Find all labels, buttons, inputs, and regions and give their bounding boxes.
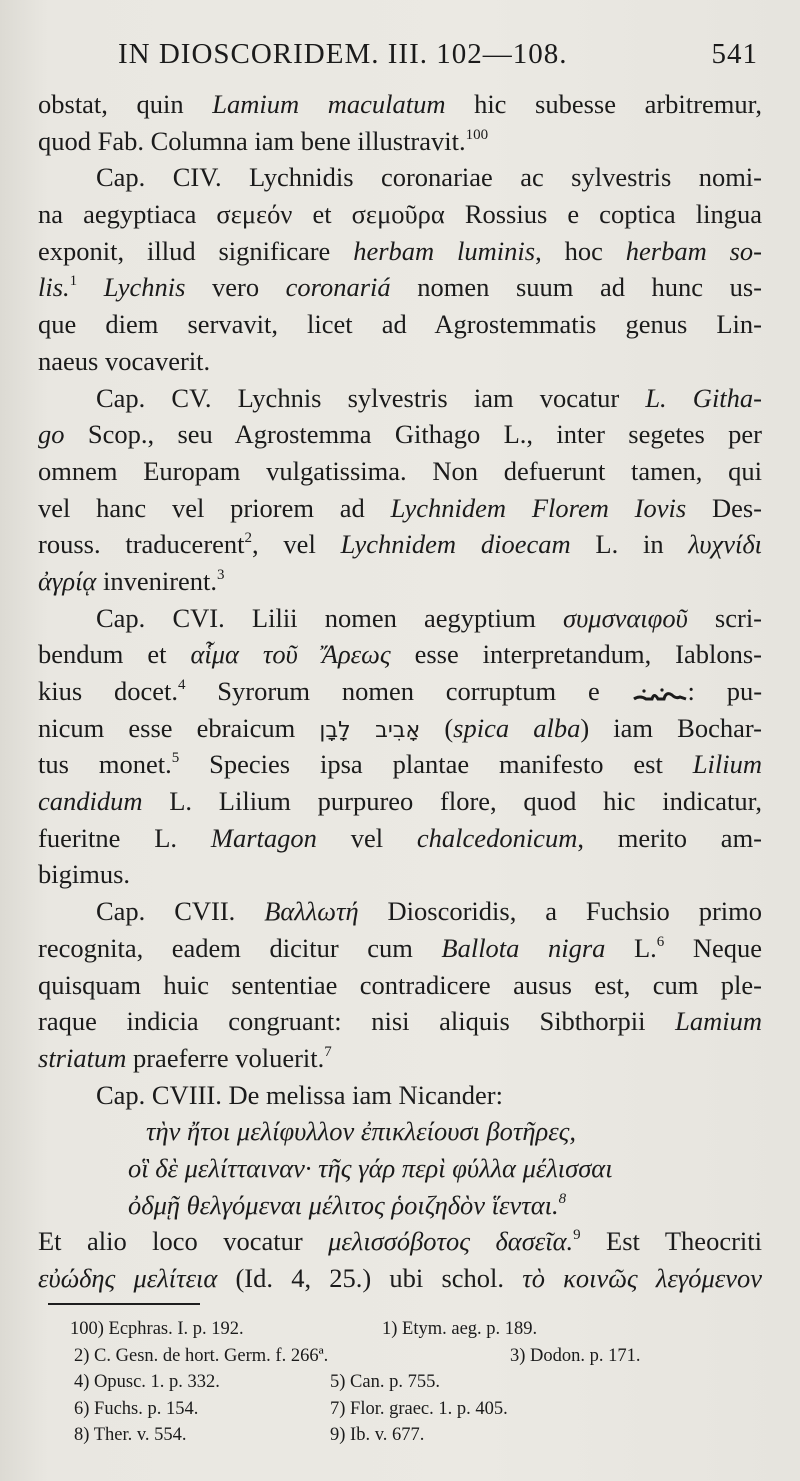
text-line: striatum praeferre voluerit.$^7$ [38,1042,332,1073]
text-line: candidum L. Lilium purpureo flore, quod hic indicatur, [38,786,762,817]
text-line: Cap. CV. Lychnis sylvestris iam vocatur L. Githa- [96,382,762,413]
footnote-ref: 100 [465,126,489,143]
footnote: 7) Flor. graec. 1. p. 405. [330,1398,508,1419]
text-line: εὐώδης μελίτεια (Id. 4, 25.) ubi schol. τὸ κοινῶς λεγόμενον [38,1263,762,1293]
footnotes [70,1316,770,1449]
text-line: recognita, eadem dicitur cum Ballota nigra L.$^6$ Neque [38,932,762,963]
text-line: go Scop., seu Agrostemma Githago L., inter segetes per [38,419,762,450]
text-line: nicum esse ebraicum אָבִיב לָבָן (spica alba) iam Bochar- [38,712,762,743]
footnote: 2) C. Gesn. de hort. Germ. f. 266ª. [74,1345,329,1366]
footnote-row [70,1343,770,1370]
running-header [118,38,758,78]
footnote: 3) Dodon. p. 171. [510,1345,641,1366]
footnote-row [70,1396,770,1423]
text-line: Et alio loco vocatur μελισσόβοτος δασεῖα.$^9$ Est Theocriti [38,1226,762,1257]
footnote: 100) Ecphras. I. p. 192. [70,1319,244,1339]
footnote-ref: 7 [324,1043,332,1060]
footnote: 5) Can. p. 755. [330,1372,440,1393]
text-line: omnem Europam vulgatissima. Non defuerunt tamen, qui [38,455,762,486]
text-line: obstat, quin Lamium maculatum hic subesse arbitremur, [38,89,762,119]
text-line: ἀγρίᾳ invenirent.$^3$ [38,565,225,596]
text-line: fueritne L. Martagon vel chalcedonicum, merito am- [38,822,762,853]
text-line: bigimus. [38,859,131,890]
footnote-ref: 5 [171,750,180,767]
text-line: exponit, illud significare herbam luminis, hoc herbam so- [38,235,762,266]
text-line: quisquam huic sententiae contradicere ausus est, cum ple- [38,969,762,1000]
text-line: tus monet.$^5$ Species ipsa plantae manifesto est Lilium [38,749,762,780]
verse-line: ὀδμῇ θελγόμεναι μέλιτος ῥοιζηδὸν ἵενται.$^8$ [128,1189,567,1220]
footnote-ref: 8 [558,1190,567,1207]
verse-line: οἳ δὲ μελίτταιναν· τῆς γάρ περὶ φύλλα μέλισσαι [128,1152,613,1183]
text-line: Cap. CVII. Βαλλωτή Dioscoridis, a Fuchsio primo [96,896,762,927]
text-line: lis.$^1$ Lychnis vero coronariá nomen suum ad hunc us- [38,272,762,303]
text-line: Cap. CVIII. De melissa iam Nicander: [96,1079,503,1110]
footnote-ref: 9 [573,1227,581,1244]
main-text [38,86,762,1297]
footnote-ref: 4 [178,677,186,693]
text-line: rouss. traducerent$^2$, vel Lychnidem dioecam L. in λυχνίδι [38,529,762,560]
verse-line: τὴν ἤτοι μελίφυλλον ἐπικλείουσι βοτῆρες, [146,1116,577,1147]
footnote: 4) Opusc. 1. p. 332. [74,1372,220,1393]
syriac-word-icon [632,686,688,702]
footnote: 9) Ib. v. 677. [330,1425,425,1446]
text-line: naeus vocaverit. [38,345,211,376]
footnote-row [70,1369,770,1396]
running-title: IN DIOSCORIDEM. III. 102—108. [118,38,568,70]
footnote-ref: 6 [656,933,665,950]
text-line: bendum et αἷμα τοῦ Ἄρεως esse interpretandum, Iablons- [38,639,762,670]
text-line: na aegyptiaca σεμεόν et σεμοῦρα Rossius e coptica lingua [38,199,762,230]
text-line: raque indicia congruant: nisi aliquis Sibthorpii Lamium [38,1006,762,1037]
text-line: quod Fab. Columna iam bene illustravit.$^{100}$ [38,125,489,156]
footnote-ref: 3 [217,566,225,583]
footnote: 8) Ther. v. 554. [74,1425,187,1446]
footnote: 6) Fuchs. p. 154. [74,1398,199,1419]
text-line: que diem servavit, licet ad Agrostemmatis genus Lin- [38,309,762,340]
footnote-row [70,1316,770,1343]
page-number: 541 [711,38,758,70]
footnote-ref: 1 [69,273,78,290]
hebrew-word: אָבִיב לָבָן [319,717,421,743]
text-line: vel hanc vel priorem ad Lychnidem Florem Iovis Des- [38,492,762,523]
footnote-rule [48,1303,200,1305]
text-line: Cap. CIV. Lychnidis coronariae ac sylvestris nomi- [96,162,762,193]
text-line: kius docet.$^4$ Syrorum nomen corruptum e : pu- [38,676,762,706]
text-line: Cap. CVI. Lilii nomen aegyptium συμσναιφοῦ scri- [96,602,762,633]
footnote: 1) Etym. aeg. p. 189. [382,1319,538,1339]
footnote-ref: 2 [244,530,253,547]
footnote-row [70,1422,770,1449]
